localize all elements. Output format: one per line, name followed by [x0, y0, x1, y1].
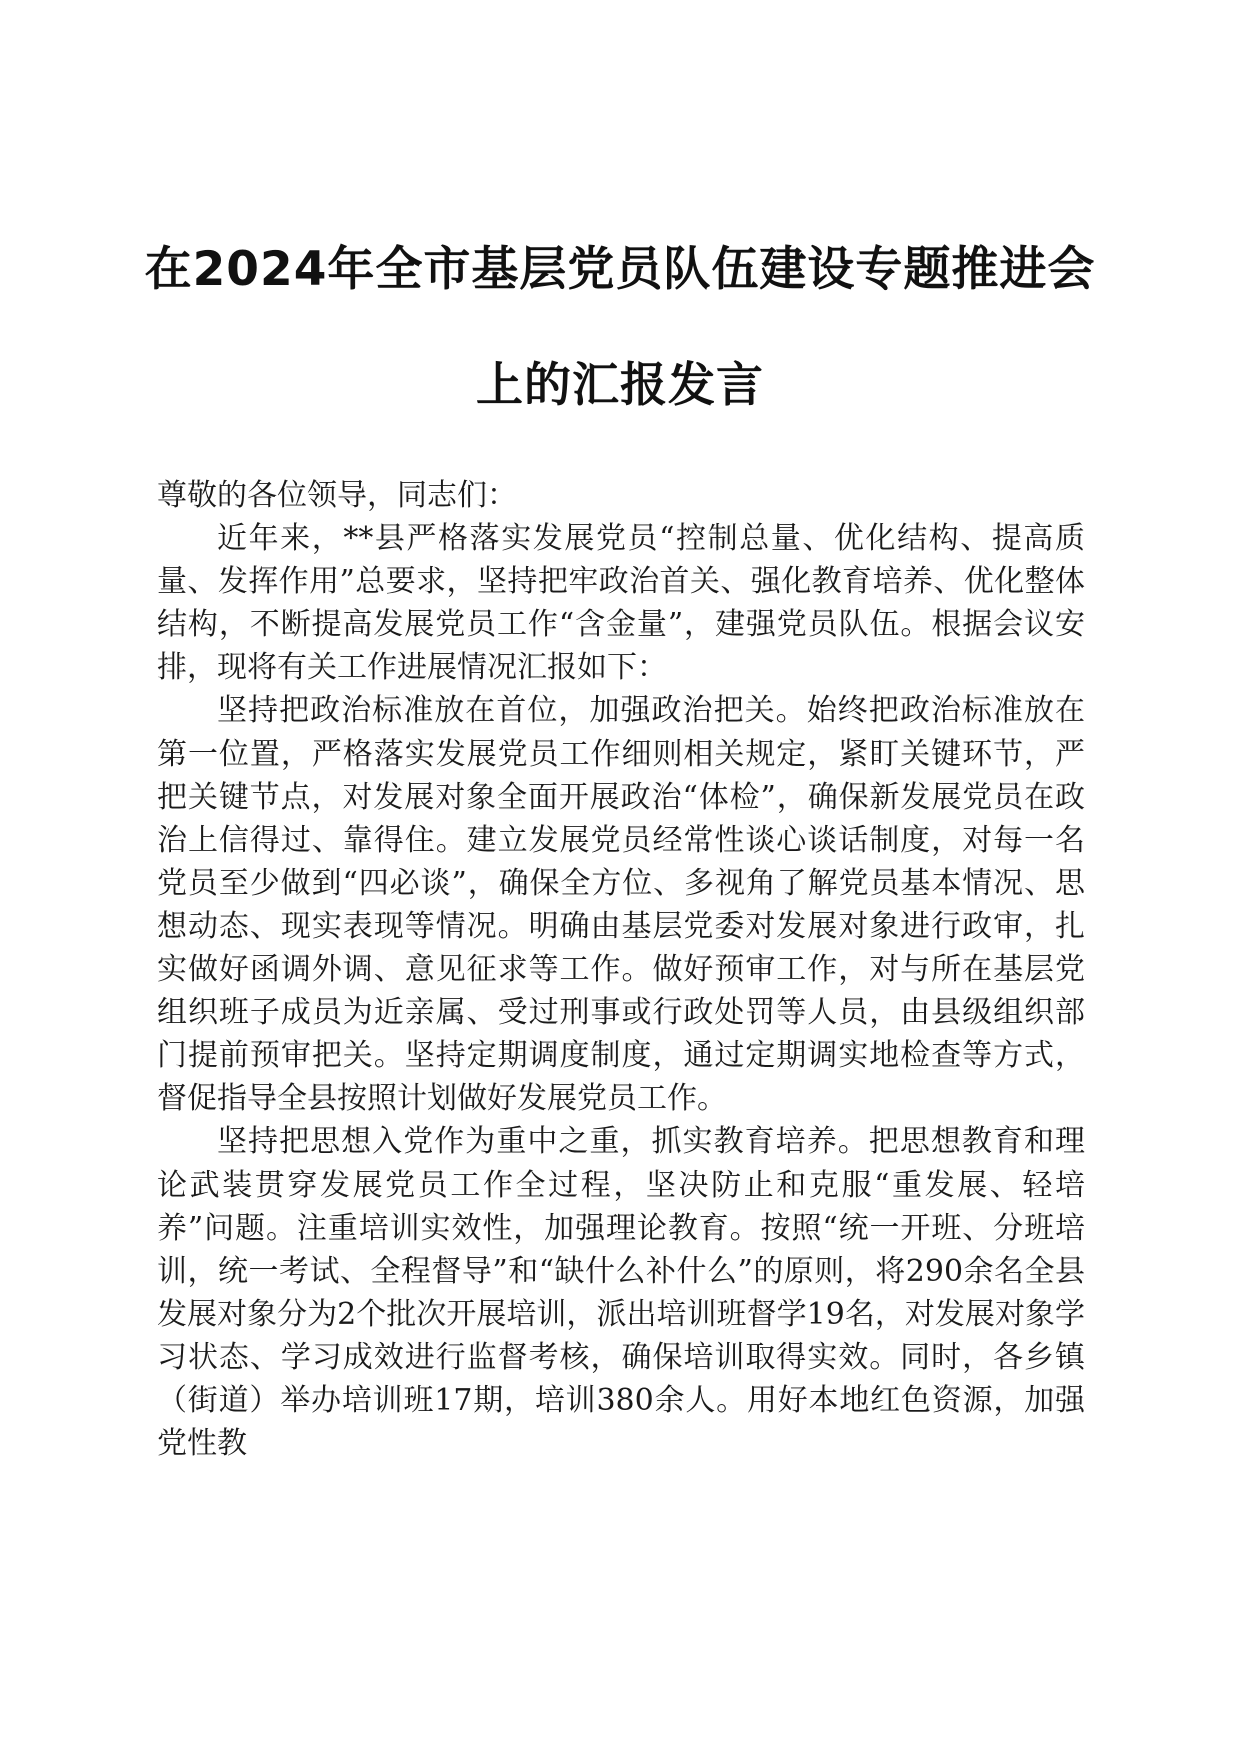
document-title-line-1: 在2024年全市基层党员队伍建设专题推进会 — [144, 242, 1096, 297]
paragraph-ideological-education: 坚持把思想入党作为重中之重，抓实教育培养。把思想教育和理论武装贯穿发展党员工作全过程，坚决防止和克服“重发展、轻培养”问题。注重培训实效性，加强理论教育。按照“统一开班、分班培训，统一考试、全程督导”和“缺什么补什么”的原则，将290余名全县发展对象分为2个批次开展培训，派出培训班督学19名，对发展对象学习状态、学习成效进行监督考核，确保培训取得实效。同时，各乡镇（街道）举办培训班17期，培训380余人。用好本地红色资源，加强党性教 — [157, 1124, 1085, 1462]
document-body — [157, 474, 1085, 1465]
paragraph-political-standard: 坚持把政治标准放在首位，加强政治把关。始终把政治标准放在第一位置，严格落实发展党员工作细则相关规定，紧盯关键环节，严把关键节点，对发展对象全面开展政治“体检”，确保新发展党员在政治上信得过、靠得住。建立发展党员经常性谈心谈话制度，对每一名党员至少做到“四必谈”，确保全方位、多视角了解党员基本情况、思想动态、现实表现等情况。明确由基层党委对发展对象进行政审，扎实做好函调外调、意见征求等工作。做好预审工作，对与所在基层党组织班子成员为近亲属、受过刑事或行政处罚等人员，由县级组织部门提前预审把关。坚持定期调度制度，通过定期调实地检查等方式，督促指导全县按照计划做好发展党员工作。 — [157, 693, 1085, 1117]
document-title-line-2: 上的汇报发言 — [476, 358, 764, 413]
salutation: 尊敬的各位领导，同志们： — [157, 478, 517, 513]
paragraph-intro: 近年来，**县严格落实发展党员“控制总量、优化结构、提高质量、发挥作用”总要求，坚持把牢政治首关、强化教育培养、优化整体结构，不断提高发展党员工作“含金量”，建强党员队伍。根据会议安排，现将有关工作进展情况汇报如下： — [157, 521, 1085, 686]
